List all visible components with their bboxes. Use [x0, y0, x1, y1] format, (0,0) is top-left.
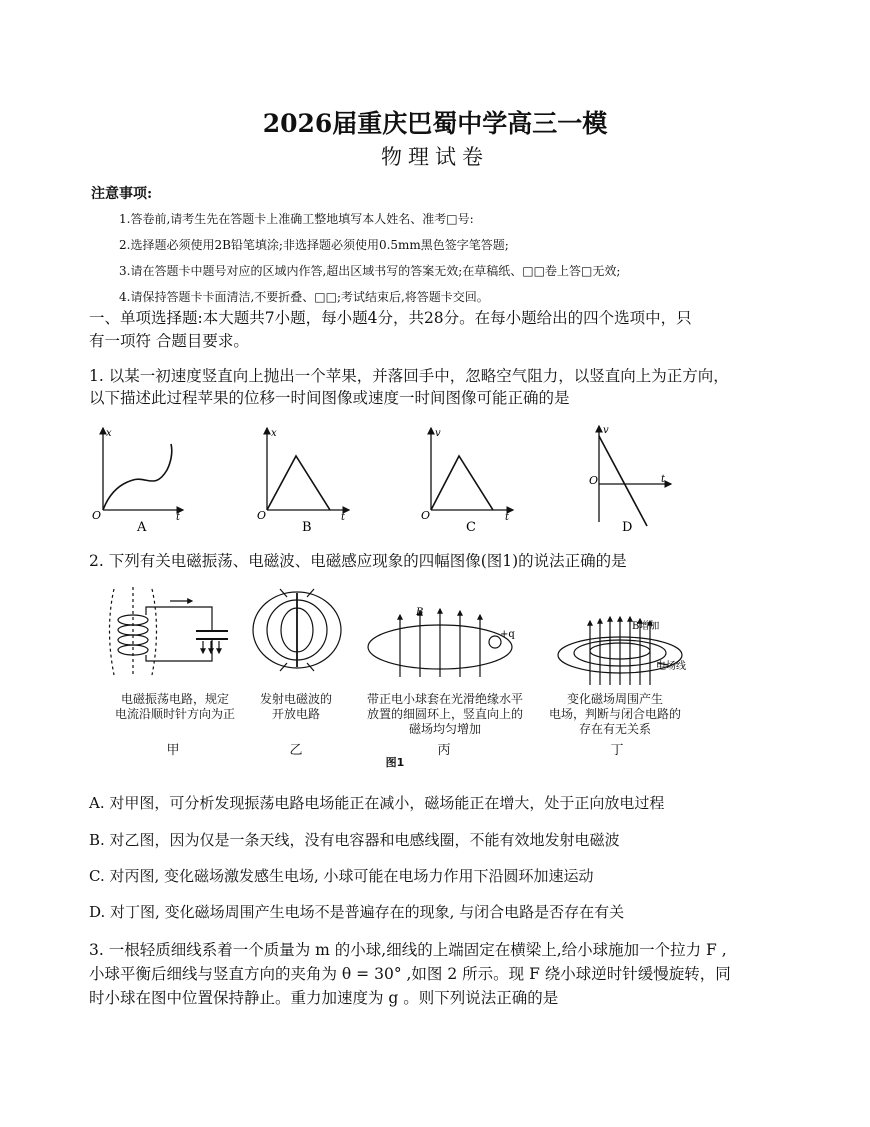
q2-option-d: D. 对丁图, 变化磁场周围产生电场不是普遍存在的现象, 与闭合电路是否存在有关 — [89, 903, 625, 921]
graph-d-origin: O — [589, 474, 599, 487]
graph-d-xaxis: t — [661, 474, 666, 485]
panel-ding-drawing — [558, 617, 682, 685]
q2-option-a: A. 对甲图，可分析发现振荡电路电场能正在减小，磁场能正在增大，处于正向放电过程 — [89, 794, 665, 812]
section-intro-line2: 有一项符 合题目要求。 — [89, 332, 249, 350]
q2-option-c: C. 对丙图, 变化磁场激发感生电场, 小球可能在电场力作用下沿圆环加速运动 — [89, 867, 594, 885]
graph-a-yaxis: x — [106, 428, 112, 439]
notice-item: 4.请保持答题卡卡面清洁,不要折叠、□□;考试结束后,将答题卡交回。 — [119, 290, 489, 304]
q3-line3: 时小球在图中位置保持静止。重力加速度为 g 。则下列说法正确的是 — [89, 989, 559, 1007]
panel-ding-b-label: B增加 — [632, 621, 660, 632]
section-intro-line1: 一、单项选择题:本大题共7小题，每小题4分，共28分。在每小题给出的四个选项中，只 — [89, 309, 692, 327]
graph-a — [92, 428, 183, 535]
graph-c-xaxis: t — [505, 512, 510, 523]
figure-1-label: 图1 — [385, 756, 405, 769]
notice-item: 2.选择题必须使用2B铅笔填涂;非选择题必须使用0.5mm黑色签字笔答题; — [119, 238, 509, 252]
graph-b-xaxis: t — [341, 512, 346, 523]
graph-d-label: D — [622, 520, 633, 535]
graph-c-origin: O — [421, 509, 431, 522]
panel-bing-drawing — [368, 609, 512, 677]
graph-a-label: A — [137, 520, 147, 535]
panel-jia-caption: 电磁振荡电路，规定 电流沿顺时针方向为正 — [114, 692, 235, 721]
graph-a-origin: O — [92, 509, 102, 522]
q3-line1: 3. 一根轻质细线系着一个质量为 m 的小球,细线的上端固定在横梁上,给小球施加一个拉力 F , — [89, 941, 727, 959]
graph-b — [257, 428, 349, 535]
q1-stem-line2: 以下描述此过程苹果的位移一时间图像或速度一时间图像可能正确的是 — [89, 389, 570, 407]
notice-heading: 注意事项: — [91, 186, 153, 202]
panel-bing-name: 丙 — [437, 743, 451, 758]
panel-bing-caption: 带正电小球套在光滑绝缘水平 放置的细圆环上，竖直向上的 磁场均匀增加 — [366, 692, 523, 736]
graph-c-label: C — [466, 520, 476, 535]
q1-stem-line1: 1. 以某一初速度竖直向上抛出一个苹果，并落回手中，忽略空气阻力，以竖直向上为正方向， — [89, 367, 729, 385]
q2-figure-drawing — [100, 585, 710, 697]
graph-b-yaxis: x — [271, 428, 277, 439]
panel-jia-name: 甲 — [166, 743, 180, 758]
notice-item: 1.答卷前,请考生先在答题卡上准确工整地填写本人姓名、准考□号: — [119, 212, 474, 226]
panel-jia-drawing — [110, 587, 229, 677]
graph-d — [589, 425, 671, 535]
graph-b-origin: O — [257, 509, 267, 522]
panel-bing-q-label: +q — [500, 629, 515, 640]
panel-yi-name: 乙 — [289, 743, 303, 758]
q2-option-b: B. 对乙图，因为仅是一条天线，没有电容器和电感线圈，不能有效地发射电磁波 — [89, 831, 620, 849]
page-subtitle: 物理试卷 — [381, 145, 489, 169]
panel-yi-drawing — [253, 589, 341, 671]
notice-item: 3.请在答题卡中题号对应的区域内作答,超出区域书写的答案无效;在草稿纸、□□卷上答□无效; — [119, 264, 621, 278]
graph-c — [421, 428, 513, 535]
page-title: 2026届重庆巴蜀中学高三一模 — [262, 109, 608, 138]
panel-ding-caption: 变化磁场周围产生 电场，判断与闭合电路的 存在有无关系 — [548, 692, 681, 736]
panel-bing-b-label: B — [416, 607, 424, 618]
graph-a-xaxis: t — [176, 512, 181, 523]
q1-graphs — [85, 418, 685, 540]
graph-c-yaxis: v — [435, 428, 441, 439]
panel-ding-field-label: 电场线 — [656, 661, 686, 672]
panel-yi-caption: 发射电磁波的 开放电路 — [259, 692, 332, 721]
q2-stem: 2. 下列有关电磁振荡、电磁波、电磁感应现象的四幅图像(图1)的说法正确的是 — [89, 552, 627, 570]
graph-b-label: B — [302, 520, 312, 535]
graph-d-yaxis: v — [603, 425, 609, 436]
panel-ding-name: 丁 — [610, 743, 624, 758]
q3-line2: 小球平衡后细线与竖直方向的夹角为 θ = 30° ,如图 2 所示。现 F 绕小球逆时针缓慢旋转，同 — [89, 965, 731, 983]
